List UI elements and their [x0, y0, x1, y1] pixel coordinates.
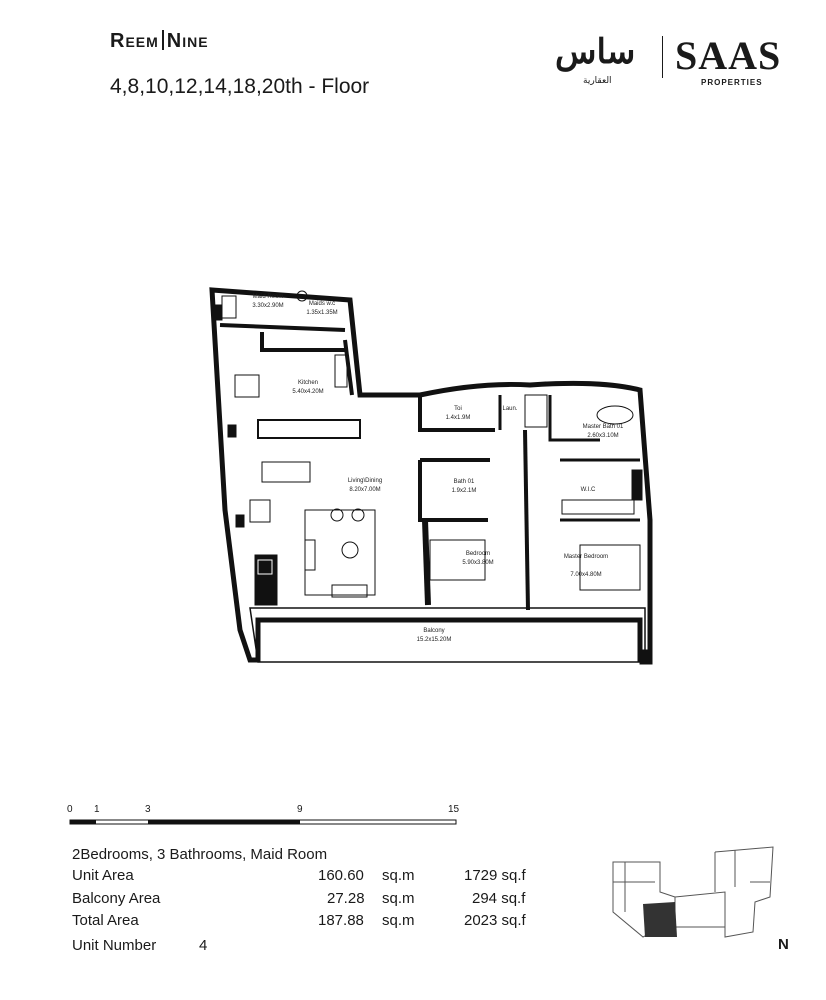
unit-area-row [72, 867, 542, 887]
row-label: Total Area [72, 912, 139, 929]
key-plan-highlight [643, 902, 677, 937]
room-label-living-dining: Living\Dining [347, 478, 383, 484]
column-6 [632, 470, 642, 500]
kitchen-wall [262, 332, 345, 350]
room-label-bedroom: Bedroom [465, 551, 491, 557]
unit-number-row [72, 937, 542, 957]
scale-tick: 0 [67, 804, 73, 815]
scale-tick: 1 [94, 804, 100, 815]
row-sqm-unit: sq.m [382, 890, 415, 907]
room-size-bath-01: 1.9x2.1M [451, 488, 477, 494]
row-sqf: 294 sq.f [472, 890, 526, 907]
dining-table [262, 462, 310, 482]
room-size-toilet: 1.4x1.9M [445, 415, 471, 421]
total-area-row [72, 912, 542, 932]
balcony-area-row [72, 890, 542, 910]
unit-number-value: 4 [199, 937, 208, 954]
maid-wall [220, 325, 345, 330]
room-label-master-bedroom: Master Bedroom [563, 554, 609, 560]
room-size-maid-room: 3.30x2.90M [252, 303, 284, 309]
armchair-1 [331, 509, 343, 521]
master-bed [580, 545, 640, 590]
stove [335, 355, 347, 387]
floor-title: 4,8,10,12,14,18,20th - Floor [110, 75, 370, 98]
row-sqf: 1729 sq.f [464, 867, 526, 884]
toilet-wall [420, 395, 495, 430]
outer-wall [212, 290, 650, 660]
wic-wall [560, 460, 640, 520]
column-1 [212, 305, 222, 320]
room-size-master-bath: 2.60x3.10M [587, 433, 619, 439]
armchair-2 [352, 509, 364, 521]
kitchen-counter [258, 420, 360, 438]
room-size-bedroom: 5.90x3.80M [462, 560, 494, 566]
scale-tick: 9 [297, 804, 303, 815]
logo-english: SAAS [675, 33, 782, 78]
scale-bar-graphic [60, 816, 460, 828]
room-label-laundry: Laun. [502, 406, 518, 412]
room-label-toilet: Toi [454, 406, 462, 412]
room-label-kitchen: Kitchen [297, 380, 319, 386]
room-size-kitchen: 5.40x4.20M [292, 389, 324, 395]
logo-english-sub: PROPERTIES [701, 78, 763, 87]
shaft-5 [525, 395, 547, 427]
unit-description: 2Bedrooms, 3 Bathrooms, Maid Room [72, 846, 328, 863]
unit-number-label: Unit Number [72, 937, 157, 954]
scale-tick: 3 [145, 804, 151, 815]
bedroom-divider [525, 430, 528, 610]
logo-arabic-sub: العقارية [583, 76, 612, 86]
column-5 [640, 650, 652, 664]
bedroom-left-wall [425, 520, 428, 605]
room-size-maids-wc: 1.35x1.35M [306, 310, 338, 316]
room-size-living-dining: 8.20x7.00M [349, 487, 381, 493]
room-label-bath-01: Bath 01 [453, 479, 475, 485]
row-sqm: 27.28 [327, 890, 365, 907]
row-label: Balcony Area [72, 890, 161, 907]
shaft-1 [222, 296, 236, 318]
room-label-wic: W.I.C [580, 487, 596, 493]
row-sqm-unit: sq.m [382, 912, 415, 929]
wardrobe [562, 500, 634, 514]
room-label-maid-room: Maid Room [252, 294, 284, 300]
shaft-3 [250, 500, 270, 522]
room-label-balcony: Balcony [423, 628, 445, 634]
row-sqm-unit: sq.m [382, 867, 415, 884]
coffee-table [342, 542, 358, 558]
bathtub [597, 406, 633, 424]
room-size-master-bedroom: 7.00x4.80M [570, 572, 602, 578]
room-size-balcony: 15.2x15.20M [416, 637, 452, 643]
column-3 [236, 515, 244, 527]
brand-right: Nine [166, 30, 209, 52]
logo-arabic: ساس [555, 32, 636, 72]
shaft-2 [235, 375, 259, 397]
scale-tick: 15 [448, 804, 460, 815]
scale-bar [60, 804, 460, 828]
row-sqm: 187.88 [318, 912, 364, 929]
column-2 [228, 425, 236, 437]
room-label-master-bath: Master Bath 01 [582, 424, 624, 430]
row-sqf: 2023 sq.f [464, 912, 526, 929]
row-sqm: 160.60 [318, 867, 364, 884]
key-plan [605, 842, 780, 942]
sofa-side [305, 540, 315, 570]
brand-left: Reem [110, 30, 159, 52]
north-arrow-icon: N [778, 936, 789, 953]
room-label-maids-wc: Maids w.c [308, 301, 336, 307]
balcony-outline [250, 608, 645, 662]
row-label: Unit Area [72, 867, 134, 884]
